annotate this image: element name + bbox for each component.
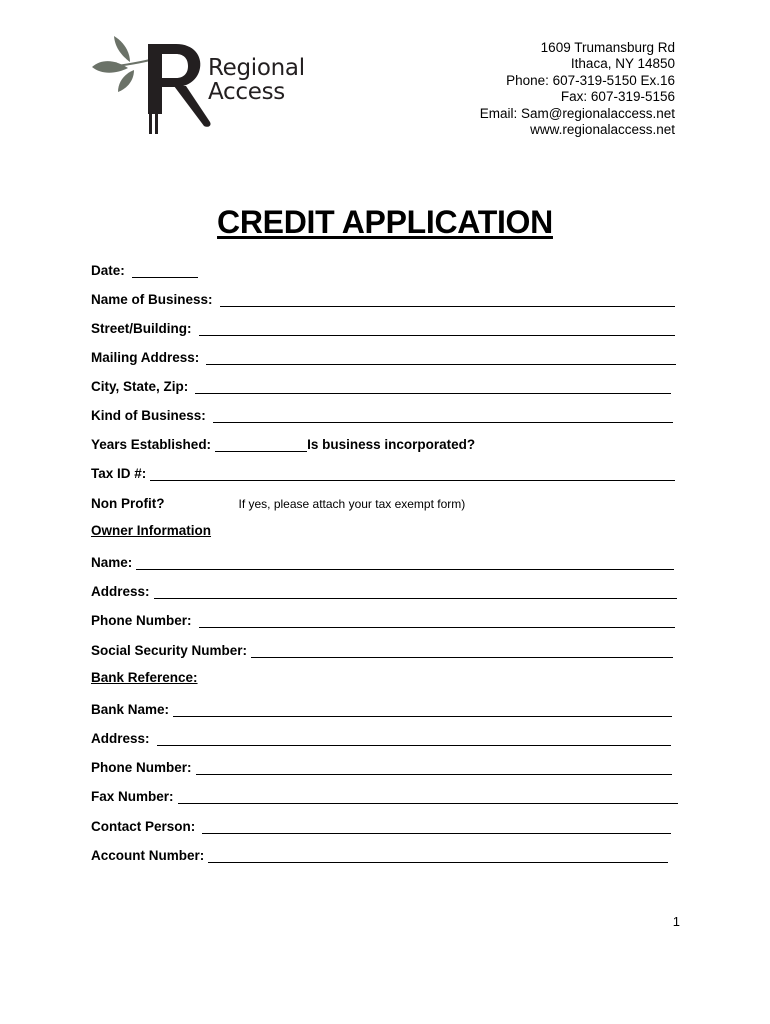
bank-name-line[interactable] bbox=[173, 702, 672, 717]
ssn-field[interactable] bbox=[91, 640, 673, 658]
owner-address-line[interactable] bbox=[154, 584, 677, 599]
bank-fax-field[interactable] bbox=[91, 786, 678, 804]
non-profit-note: If yes, please attach your tax exempt form) bbox=[238, 497, 466, 511]
city-state-zip-line[interactable] bbox=[195, 379, 671, 394]
address-city: Ithaca, NY 14850 bbox=[570, 56, 675, 72]
account-number-label: Account Number: bbox=[91, 848, 205, 863]
non-profit-label: Non Profit? bbox=[91, 496, 165, 511]
owner-address-label: Address: bbox=[91, 584, 150, 599]
owner-phone-line[interactable] bbox=[199, 613, 675, 628]
incorporated-label: Is business incorporated? bbox=[307, 437, 476, 452]
date-field[interactable] bbox=[91, 260, 198, 278]
street-label: Street/Building: bbox=[91, 321, 192, 336]
bank-name-field[interactable] bbox=[91, 699, 672, 717]
tax-id-line[interactable] bbox=[150, 466, 675, 481]
kind-of-business-line[interactable] bbox=[213, 408, 673, 423]
business-name-field[interactable] bbox=[91, 289, 675, 307]
tax-id-field[interactable] bbox=[91, 463, 675, 481]
bank-fax-label: Fax Number: bbox=[91, 789, 174, 804]
account-number-field[interactable] bbox=[91, 845, 668, 863]
address-fax: Fax: 607-319-5156 bbox=[560, 89, 675, 105]
owner-name-label: Name: bbox=[91, 555, 133, 570]
mailing-address-label: Mailing Address: bbox=[91, 350, 200, 365]
page-number: 1 bbox=[672, 914, 680, 929]
owner-address-field[interactable] bbox=[91, 581, 677, 599]
business-name-line[interactable] bbox=[220, 292, 675, 307]
bank-phone-line[interactable] bbox=[196, 760, 672, 775]
years-established-line[interactable] bbox=[215, 437, 307, 452]
contact-person-label: Contact Person: bbox=[91, 819, 196, 834]
company-address bbox=[480, 40, 675, 138]
city-state-zip-field[interactable] bbox=[91, 376, 671, 394]
bank-address-label: Address: bbox=[91, 731, 150, 746]
bank-address-line[interactable] bbox=[157, 731, 671, 746]
address-phone: Phone: 607-319-5150 Ex.16 bbox=[506, 72, 675, 88]
bank-address-field[interactable] bbox=[91, 728, 671, 746]
ssn-line[interactable] bbox=[251, 643, 673, 658]
logo-mark-icon bbox=[88, 34, 218, 138]
page-title: CREDIT APPLICATION bbox=[217, 204, 553, 240]
mailing-address-line[interactable] bbox=[206, 350, 676, 365]
logo-line-2: Access bbox=[208, 79, 285, 105]
business-name-label: Name of Business: bbox=[91, 292, 213, 307]
regional-access-logo bbox=[88, 34, 310, 138]
owner-name-field[interactable] bbox=[91, 552, 674, 570]
mailing-address-field[interactable] bbox=[91, 347, 676, 365]
years-established-label: Years Established: bbox=[91, 437, 212, 452]
tax-id-label: Tax ID #: bbox=[91, 466, 147, 481]
logo-wordmark bbox=[208, 56, 305, 104]
address-street: 1609 Trumansburg Rd bbox=[540, 40, 675, 55]
logo-line-1: Regional bbox=[208, 55, 305, 81]
owner-information-heading: Owner Information bbox=[91, 523, 212, 538]
owner-phone-field[interactable] bbox=[91, 610, 675, 628]
owner-phone-label: Phone Number: bbox=[91, 613, 192, 628]
city-state-zip-label: City, State, Zip: bbox=[91, 379, 189, 394]
bank-reference-heading: Bank Reference: bbox=[91, 670, 198, 685]
address-email: Email: Sam@regionalaccess.net bbox=[479, 105, 675, 121]
contact-person-line[interactable] bbox=[202, 819, 671, 834]
bank-phone-label: Phone Number: bbox=[91, 760, 192, 775]
kind-of-business-field[interactable] bbox=[91, 405, 673, 423]
account-number-line[interactable] bbox=[208, 848, 668, 863]
address-website: www.regionalaccess.net bbox=[530, 122, 675, 138]
non-profit-field bbox=[91, 493, 465, 511]
street-field[interactable] bbox=[91, 318, 675, 336]
owner-name-line[interactable] bbox=[136, 555, 674, 570]
bank-fax-line[interactable] bbox=[178, 789, 678, 804]
ssn-label: Social Security Number: bbox=[91, 643, 248, 658]
contact-person-field[interactable] bbox=[91, 816, 671, 834]
bank-name-label: Bank Name: bbox=[91, 702, 170, 717]
bank-phone-field[interactable] bbox=[91, 757, 672, 775]
kind-of-business-label: Kind of Business: bbox=[91, 408, 206, 423]
years-established-field[interactable] bbox=[91, 434, 475, 452]
date-label: Date: bbox=[91, 263, 125, 278]
street-line[interactable] bbox=[199, 321, 675, 336]
date-line[interactable] bbox=[132, 263, 198, 278]
